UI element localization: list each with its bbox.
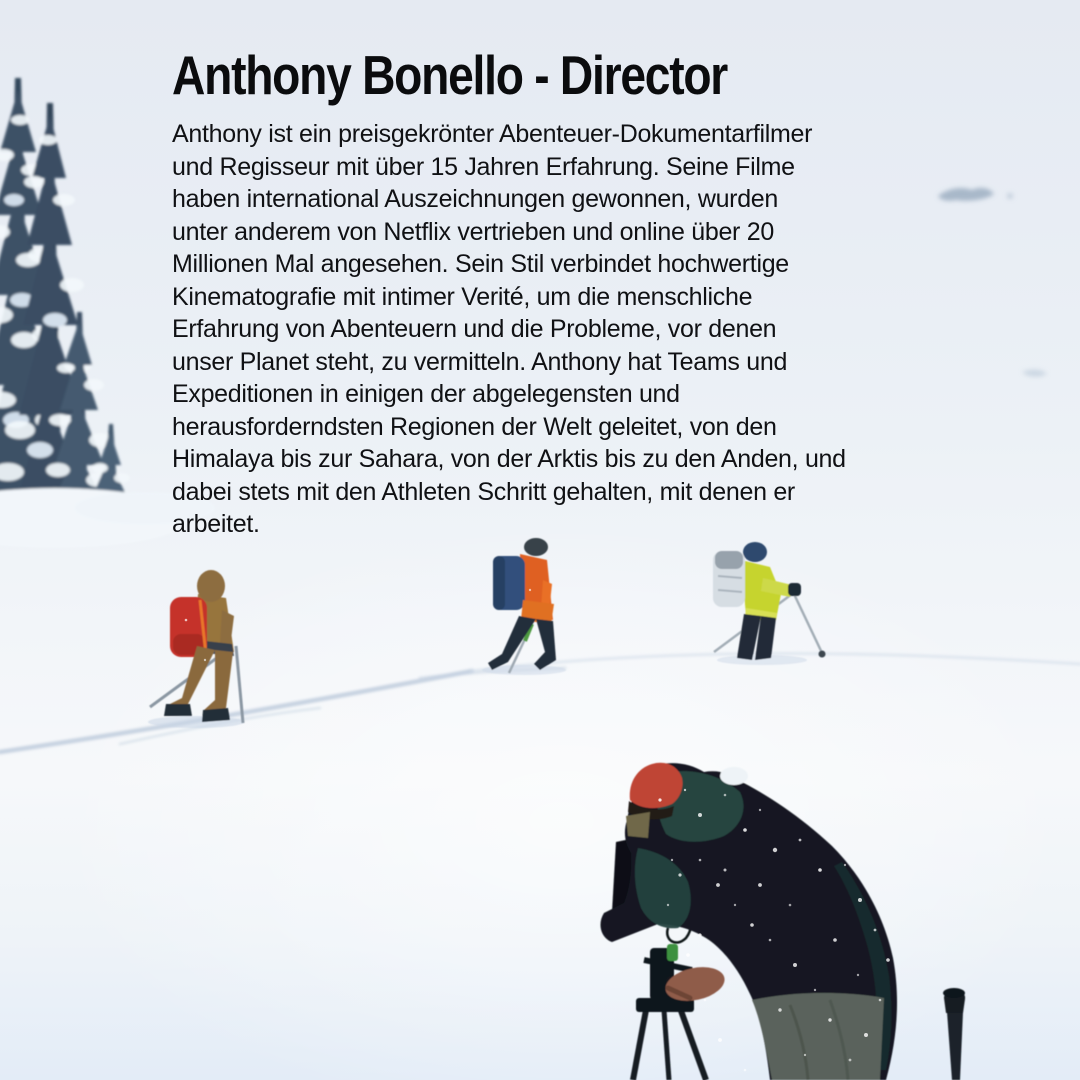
skier-red-backpack [148,570,244,728]
skier2-cap [524,538,548,556]
cameraman-with-tripod [601,763,898,1080]
bio-line: dabei stets mit den Athleten Schritt gehalten, mit denen er [172,477,795,506]
bio-text [172,118,992,541]
red-beanie [630,763,683,808]
bio-line: Anthony ist ein preisgekrönter Abenteuer-Dokumentarfilmer [172,120,813,148]
bio-line: Expeditionen in einigen der abgelegensten und [172,380,680,408]
bio-line: Himalaya bis zur Sahara, von der Arktis bis zu den Anden, und [172,445,846,473]
bio-line: unter anderem von Netflix vertrieben und online über 20 [172,217,774,246]
olive-pants [752,993,884,1080]
bio-line: Kinematografie mit intimer Verité, um die menschliche [172,282,753,311]
skier-orange-jacket [482,538,566,675]
bio-line: und Regisseur mit über 15 Jahren Erfahrung. Seine Filme [172,152,795,181]
bio-line: arbeitet. [172,510,260,538]
ski-pole-in-snow [943,988,965,1080]
skier-neon-jacket [713,542,826,665]
bio-line: unser Planet steht, zu vermitteln. Anthony hat Teams und [172,347,788,376]
bio-line: haben international Auszeichnungen gewonnen, wurden [172,185,779,213]
bio-line: herausforderndsten Regionen der Welt geleitet, von den [172,412,777,441]
bio-line: Millionen Mal angesehen. Sein Stil verbindet hochwertige [172,250,789,278]
page-title: Anthony Bonello - Director [172,44,728,106]
skier1-hood [197,570,225,602]
skier3-blue-cap [743,542,767,562]
tripod [633,944,706,1080]
bio-line: Erfahrung von Abenteuern und die Probleme, vor denen [172,315,777,343]
